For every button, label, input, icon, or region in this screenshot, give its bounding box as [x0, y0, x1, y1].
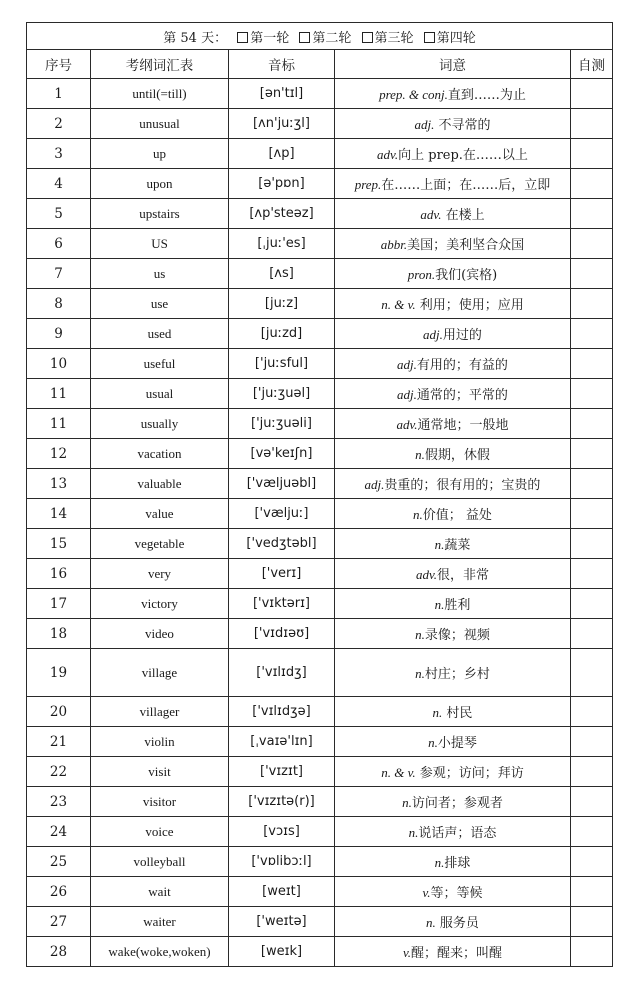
- row-self-test[interactable]: [571, 817, 613, 847]
- row-index: 18: [27, 619, 91, 649]
- row-phonetic: ['juːʒuəl]: [229, 379, 335, 409]
- row-meaning: [335, 409, 571, 439]
- part-of-speech: n.: [413, 507, 423, 522]
- row-self-test[interactable]: [571, 409, 613, 439]
- row-phonetic: ['vɪlɪdʒ]: [229, 649, 335, 697]
- row-word: vacation: [91, 439, 229, 469]
- row-self-test[interactable]: [571, 439, 613, 469]
- table-row: [27, 229, 613, 259]
- row-meaning: [335, 169, 571, 199]
- table-row: [27, 787, 613, 817]
- chinese-meaning: 服务员: [435, 916, 479, 931]
- row-index: 14: [27, 499, 91, 529]
- part-of-speech: n.: [408, 825, 419, 840]
- part-of-speech: abbr.: [380, 237, 408, 252]
- row-meaning: [335, 937, 571, 967]
- row-meaning: [335, 139, 571, 169]
- part-of-speech: n.: [434, 537, 445, 552]
- part-of-speech: n.: [426, 915, 436, 930]
- part-of-speech: n.: [434, 597, 445, 612]
- table-row: [27, 817, 613, 847]
- chinese-meaning: 在……上面；在……后，立即: [381, 178, 551, 193]
- row-word: until(=till): [91, 79, 229, 109]
- chinese-meaning: 假期，休假: [424, 448, 490, 463]
- row-word: voice: [91, 817, 229, 847]
- row-index: 10: [27, 349, 91, 379]
- row-self-test[interactable]: [571, 229, 613, 259]
- row-phonetic: ['vɪzɪt]: [229, 757, 335, 787]
- row-phonetic: ['verɪ]: [229, 559, 335, 589]
- row-meaning: [335, 727, 571, 757]
- chinese-meaning: 直到……为止: [447, 88, 526, 103]
- round-2-label: 第二轮: [312, 30, 352, 46]
- row-self-test[interactable]: [571, 109, 613, 139]
- row-word: vegetable: [91, 529, 229, 559]
- row-word: US: [91, 229, 229, 259]
- chinese-meaning: 价值； 益处: [422, 508, 492, 523]
- row-phonetic: [ʌp]: [229, 139, 335, 169]
- row-meaning: [335, 817, 571, 847]
- table-row: [27, 907, 613, 937]
- row-index: 8: [27, 289, 91, 319]
- row-phonetic: ['væljuː]: [229, 499, 335, 529]
- table-row: [27, 559, 613, 589]
- chinese-meaning: 等；等候: [430, 886, 483, 901]
- row-index: 16: [27, 559, 91, 589]
- part-of-speech: pron.: [407, 267, 436, 282]
- table-row: [27, 937, 613, 967]
- header-word: 考纲词汇表: [91, 50, 229, 79]
- chinese-meaning: 向上 prep.在……以上: [398, 148, 528, 163]
- row-index: 22: [27, 757, 91, 787]
- row-index: 28: [27, 937, 91, 967]
- part-of-speech: adv.: [415, 567, 438, 582]
- chinese-meaning: 小提琴: [437, 736, 477, 751]
- row-word: village: [91, 649, 229, 697]
- row-meaning: [335, 847, 571, 877]
- chinese-meaning: 访问者；参观者: [411, 796, 503, 811]
- row-meaning: [335, 697, 571, 727]
- row-word: usual: [91, 379, 229, 409]
- chinese-meaning: 用过的: [442, 328, 482, 343]
- header-self-test: 自测: [571, 50, 613, 79]
- row-meaning: [335, 649, 571, 697]
- row-index: 9: [27, 319, 91, 349]
- row-word: video: [91, 619, 229, 649]
- table-row: [27, 289, 613, 319]
- row-meaning: [335, 559, 571, 589]
- row-word: unusual: [91, 109, 229, 139]
- part-of-speech: v.: [422, 885, 431, 900]
- part-of-speech: n.: [428, 735, 438, 750]
- round-1-label: 第一轮: [250, 30, 290, 46]
- part-of-speech: adv.: [377, 147, 399, 162]
- row-phonetic: [ʌp'steəz]: [229, 199, 335, 229]
- row-index: 2: [27, 109, 91, 139]
- row-index: 12: [27, 439, 91, 469]
- chinese-meaning: 胜利: [444, 598, 471, 613]
- row-self-test[interactable]: [571, 139, 613, 169]
- checkbox-round-3[interactable]: [362, 32, 373, 43]
- row-phonetic: ['weɪtə]: [229, 907, 335, 937]
- row-self-test[interactable]: [571, 559, 613, 589]
- table-row: [27, 649, 613, 697]
- table-row: [27, 139, 613, 169]
- row-self-test[interactable]: [571, 757, 613, 787]
- row-meaning: [335, 289, 571, 319]
- table-row: [27, 199, 613, 229]
- row-meaning: [335, 349, 571, 379]
- part-of-speech: adj.: [397, 387, 417, 402]
- chinese-meaning: 在楼上: [441, 208, 485, 223]
- chinese-meaning: 不寻常的: [434, 118, 491, 133]
- row-self-test[interactable]: [571, 169, 613, 199]
- part-of-speech: prep.: [354, 177, 382, 192]
- row-phonetic: [ʌs]: [229, 259, 335, 289]
- chinese-meaning: 蔬菜: [444, 538, 471, 553]
- row-word: usually: [91, 409, 229, 439]
- checkbox-round-4[interactable]: [424, 32, 435, 43]
- row-phonetic: ['vɪzɪtə(r)]: [229, 787, 335, 817]
- table-row: [27, 529, 613, 559]
- row-phonetic: [ˌjuː'es]: [229, 229, 335, 259]
- row-self-test[interactable]: [571, 499, 613, 529]
- row-index: 4: [27, 169, 91, 199]
- row-self-test[interactable]: [571, 697, 613, 727]
- part-of-speech: n.: [432, 705, 443, 720]
- table-row: [27, 169, 613, 199]
- row-meaning: [335, 319, 571, 349]
- row-meaning: [335, 589, 571, 619]
- row-index: 19: [27, 649, 91, 697]
- row-meaning: [335, 529, 571, 559]
- row-meaning: [335, 259, 571, 289]
- part-of-speech: n.: [415, 666, 425, 681]
- row-word: volleyball: [91, 847, 229, 877]
- row-word: waiter: [91, 907, 229, 937]
- part-of-speech: adj.: [423, 327, 443, 342]
- header-phonetic: 音标: [229, 50, 335, 79]
- row-meaning: [335, 79, 571, 109]
- row-word: value: [91, 499, 229, 529]
- part-of-speech: adj.: [414, 117, 435, 132]
- row-meaning: [335, 439, 571, 469]
- table-row: [27, 319, 613, 349]
- header-meaning: 词意: [335, 50, 571, 79]
- row-self-test[interactable]: [571, 379, 613, 409]
- chinese-meaning: 村民: [442, 706, 473, 721]
- row-index: 25: [27, 847, 91, 877]
- chinese-meaning: 村庄；乡村: [424, 667, 490, 682]
- row-self-test[interactable]: [571, 289, 613, 319]
- row-self-test[interactable]: [571, 349, 613, 379]
- table-row: [27, 757, 613, 787]
- table-row: [27, 349, 613, 379]
- row-phonetic: [weɪt]: [229, 877, 335, 907]
- round-3-label: 第三轮: [374, 30, 414, 46]
- table-row: [27, 79, 613, 109]
- row-self-test[interactable]: [571, 727, 613, 757]
- row-index: 15: [27, 529, 91, 559]
- row-meaning: [335, 379, 571, 409]
- checkbox-round-1[interactable]: [237, 32, 248, 43]
- chinese-meaning: 通常地；一般地: [417, 418, 509, 433]
- row-phonetic: [ʌn'juːʒl]: [229, 109, 335, 139]
- header-row: [27, 50, 613, 79]
- row-meaning: [335, 757, 571, 787]
- row-phonetic: ['vɒlibɔːl]: [229, 847, 335, 877]
- day-title: [27, 23, 613, 50]
- row-self-test[interactable]: [571, 529, 613, 559]
- row-phonetic: [və'keɪʃn]: [229, 439, 335, 469]
- row-index: 7: [27, 259, 91, 289]
- part-of-speech: v.: [402, 945, 412, 960]
- row-phonetic: ['vɪktərɪ]: [229, 589, 335, 619]
- row-phonetic: ['væljuəbl]: [229, 469, 335, 499]
- table-row: [27, 439, 613, 469]
- chinese-meaning: 很，非常: [437, 568, 490, 583]
- row-word: us: [91, 259, 229, 289]
- row-self-test[interactable]: [571, 847, 613, 877]
- row-phonetic: [ən'tɪl]: [229, 79, 335, 109]
- chinese-meaning: 通常的；平常的: [416, 388, 508, 403]
- part-of-speech: n.: [402, 795, 412, 810]
- part-of-speech: adj.: [364, 477, 385, 492]
- chinese-meaning: 参观；访问；拜访: [415, 766, 524, 781]
- chinese-meaning: 利用；使用；应用: [415, 298, 524, 313]
- row-self-test[interactable]: [571, 877, 613, 907]
- row-index: 5: [27, 199, 91, 229]
- row-meaning: [335, 499, 571, 529]
- part-of-speech: n. & v.: [381, 765, 416, 780]
- row-index: 1: [27, 79, 91, 109]
- table-row: [27, 697, 613, 727]
- row-index: 6: [27, 229, 91, 259]
- vocabulary-table: [26, 22, 613, 967]
- row-phonetic: [weɪk]: [229, 937, 335, 967]
- chinese-meaning: 有用的；有益的: [416, 358, 508, 373]
- row-meaning: [335, 229, 571, 259]
- row-index: 13: [27, 469, 91, 499]
- row-index: 24: [27, 817, 91, 847]
- row-phonetic: [vɔɪs]: [229, 817, 335, 847]
- row-word: wake(woke,woken): [91, 937, 229, 967]
- table-row: [27, 469, 613, 499]
- table-row: [27, 259, 613, 289]
- chinese-meaning: 醒；醒来；叫醒: [411, 946, 503, 961]
- table-row: [27, 409, 613, 439]
- day-label: 第 54 天：: [163, 30, 228, 46]
- row-phonetic: ['vɪdɪəʊ]: [229, 619, 335, 649]
- header-index: 序号: [27, 50, 91, 79]
- row-phonetic: ['vɪlɪdʒə]: [229, 697, 335, 727]
- part-of-speech: prep. & conj.: [379, 87, 448, 102]
- row-index: 3: [27, 139, 91, 169]
- part-of-speech: n.: [415, 447, 425, 462]
- row-word: very: [91, 559, 229, 589]
- vocabulary-rows: [27, 79, 613, 967]
- part-of-speech: adj.: [397, 357, 417, 372]
- row-word: up: [91, 139, 229, 169]
- table-row: [27, 589, 613, 619]
- row-word: useful: [91, 349, 229, 379]
- part-of-speech: adv.: [420, 207, 442, 222]
- row-meaning: [335, 787, 571, 817]
- row-index: 11: [27, 379, 91, 409]
- row-meaning: [335, 619, 571, 649]
- round-4-label: 第四轮: [436, 30, 476, 46]
- row-phonetic: ['vedʒtəbl]: [229, 529, 335, 559]
- chinese-meaning: 排球: [444, 856, 471, 871]
- table-row: [27, 727, 613, 757]
- row-self-test[interactable]: [571, 589, 613, 619]
- row-word: used: [91, 319, 229, 349]
- row-phonetic: [ˌvaɪə'lɪn]: [229, 727, 335, 757]
- row-word: upstairs: [91, 199, 229, 229]
- row-index: 23: [27, 787, 91, 817]
- row-phonetic: ['juːsful]: [229, 349, 335, 379]
- row-self-test[interactable]: [571, 649, 613, 697]
- row-self-test[interactable]: [571, 619, 613, 649]
- row-word: visitor: [91, 787, 229, 817]
- row-word: visit: [91, 757, 229, 787]
- row-word: wait: [91, 877, 229, 907]
- chinese-meaning: 说话声；语态: [418, 826, 497, 841]
- table-row: [27, 109, 613, 139]
- row-self-test[interactable]: [571, 469, 613, 499]
- chinese-meaning: 美国；美利坚合众国: [407, 238, 525, 253]
- checkbox-round-2[interactable]: [299, 32, 310, 43]
- row-index: 27: [27, 907, 91, 937]
- part-of-speech: n.: [415, 627, 425, 642]
- row-word: villager: [91, 697, 229, 727]
- row-self-test[interactable]: [571, 787, 613, 817]
- chinese-meaning: 我们(宾格): [435, 268, 498, 283]
- chinese-meaning: 录像；视频: [424, 628, 490, 643]
- row-meaning: [335, 109, 571, 139]
- row-phonetic: [ə'pɒn]: [229, 169, 335, 199]
- row-self-test[interactable]: [571, 259, 613, 289]
- table-row: [27, 847, 613, 877]
- table-row: [27, 619, 613, 649]
- row-phonetic: [juːzd]: [229, 319, 335, 349]
- row-word: use: [91, 289, 229, 319]
- row-word: violin: [91, 727, 229, 757]
- row-word: valuable: [91, 469, 229, 499]
- row-meaning: [335, 907, 571, 937]
- part-of-speech: n. & v.: [381, 297, 416, 312]
- row-self-test[interactable]: [571, 937, 613, 967]
- row-phonetic: [juːz]: [229, 289, 335, 319]
- row-index: 21: [27, 727, 91, 757]
- row-self-test[interactable]: [571, 319, 613, 349]
- row-index: 20: [27, 697, 91, 727]
- row-word: victory: [91, 589, 229, 619]
- row-index: 17: [27, 589, 91, 619]
- row-self-test[interactable]: [571, 199, 613, 229]
- row-self-test[interactable]: [571, 907, 613, 937]
- chinese-meaning: 贵重的；很有用的；宝贵的: [384, 478, 541, 493]
- row-index: 26: [27, 877, 91, 907]
- table-row: [27, 499, 613, 529]
- row-word: upon: [91, 169, 229, 199]
- table-row: [27, 379, 613, 409]
- row-self-test[interactable]: [571, 79, 613, 109]
- part-of-speech: adv.: [396, 417, 418, 432]
- part-of-speech: n.: [434, 855, 445, 870]
- row-meaning: [335, 199, 571, 229]
- row-meaning: [335, 469, 571, 499]
- row-index: 11: [27, 409, 91, 439]
- row-meaning: [335, 877, 571, 907]
- row-phonetic: ['juːʒuəli]: [229, 409, 335, 439]
- table-row: [27, 877, 613, 907]
- vocabulary-sheet: [26, 22, 612, 967]
